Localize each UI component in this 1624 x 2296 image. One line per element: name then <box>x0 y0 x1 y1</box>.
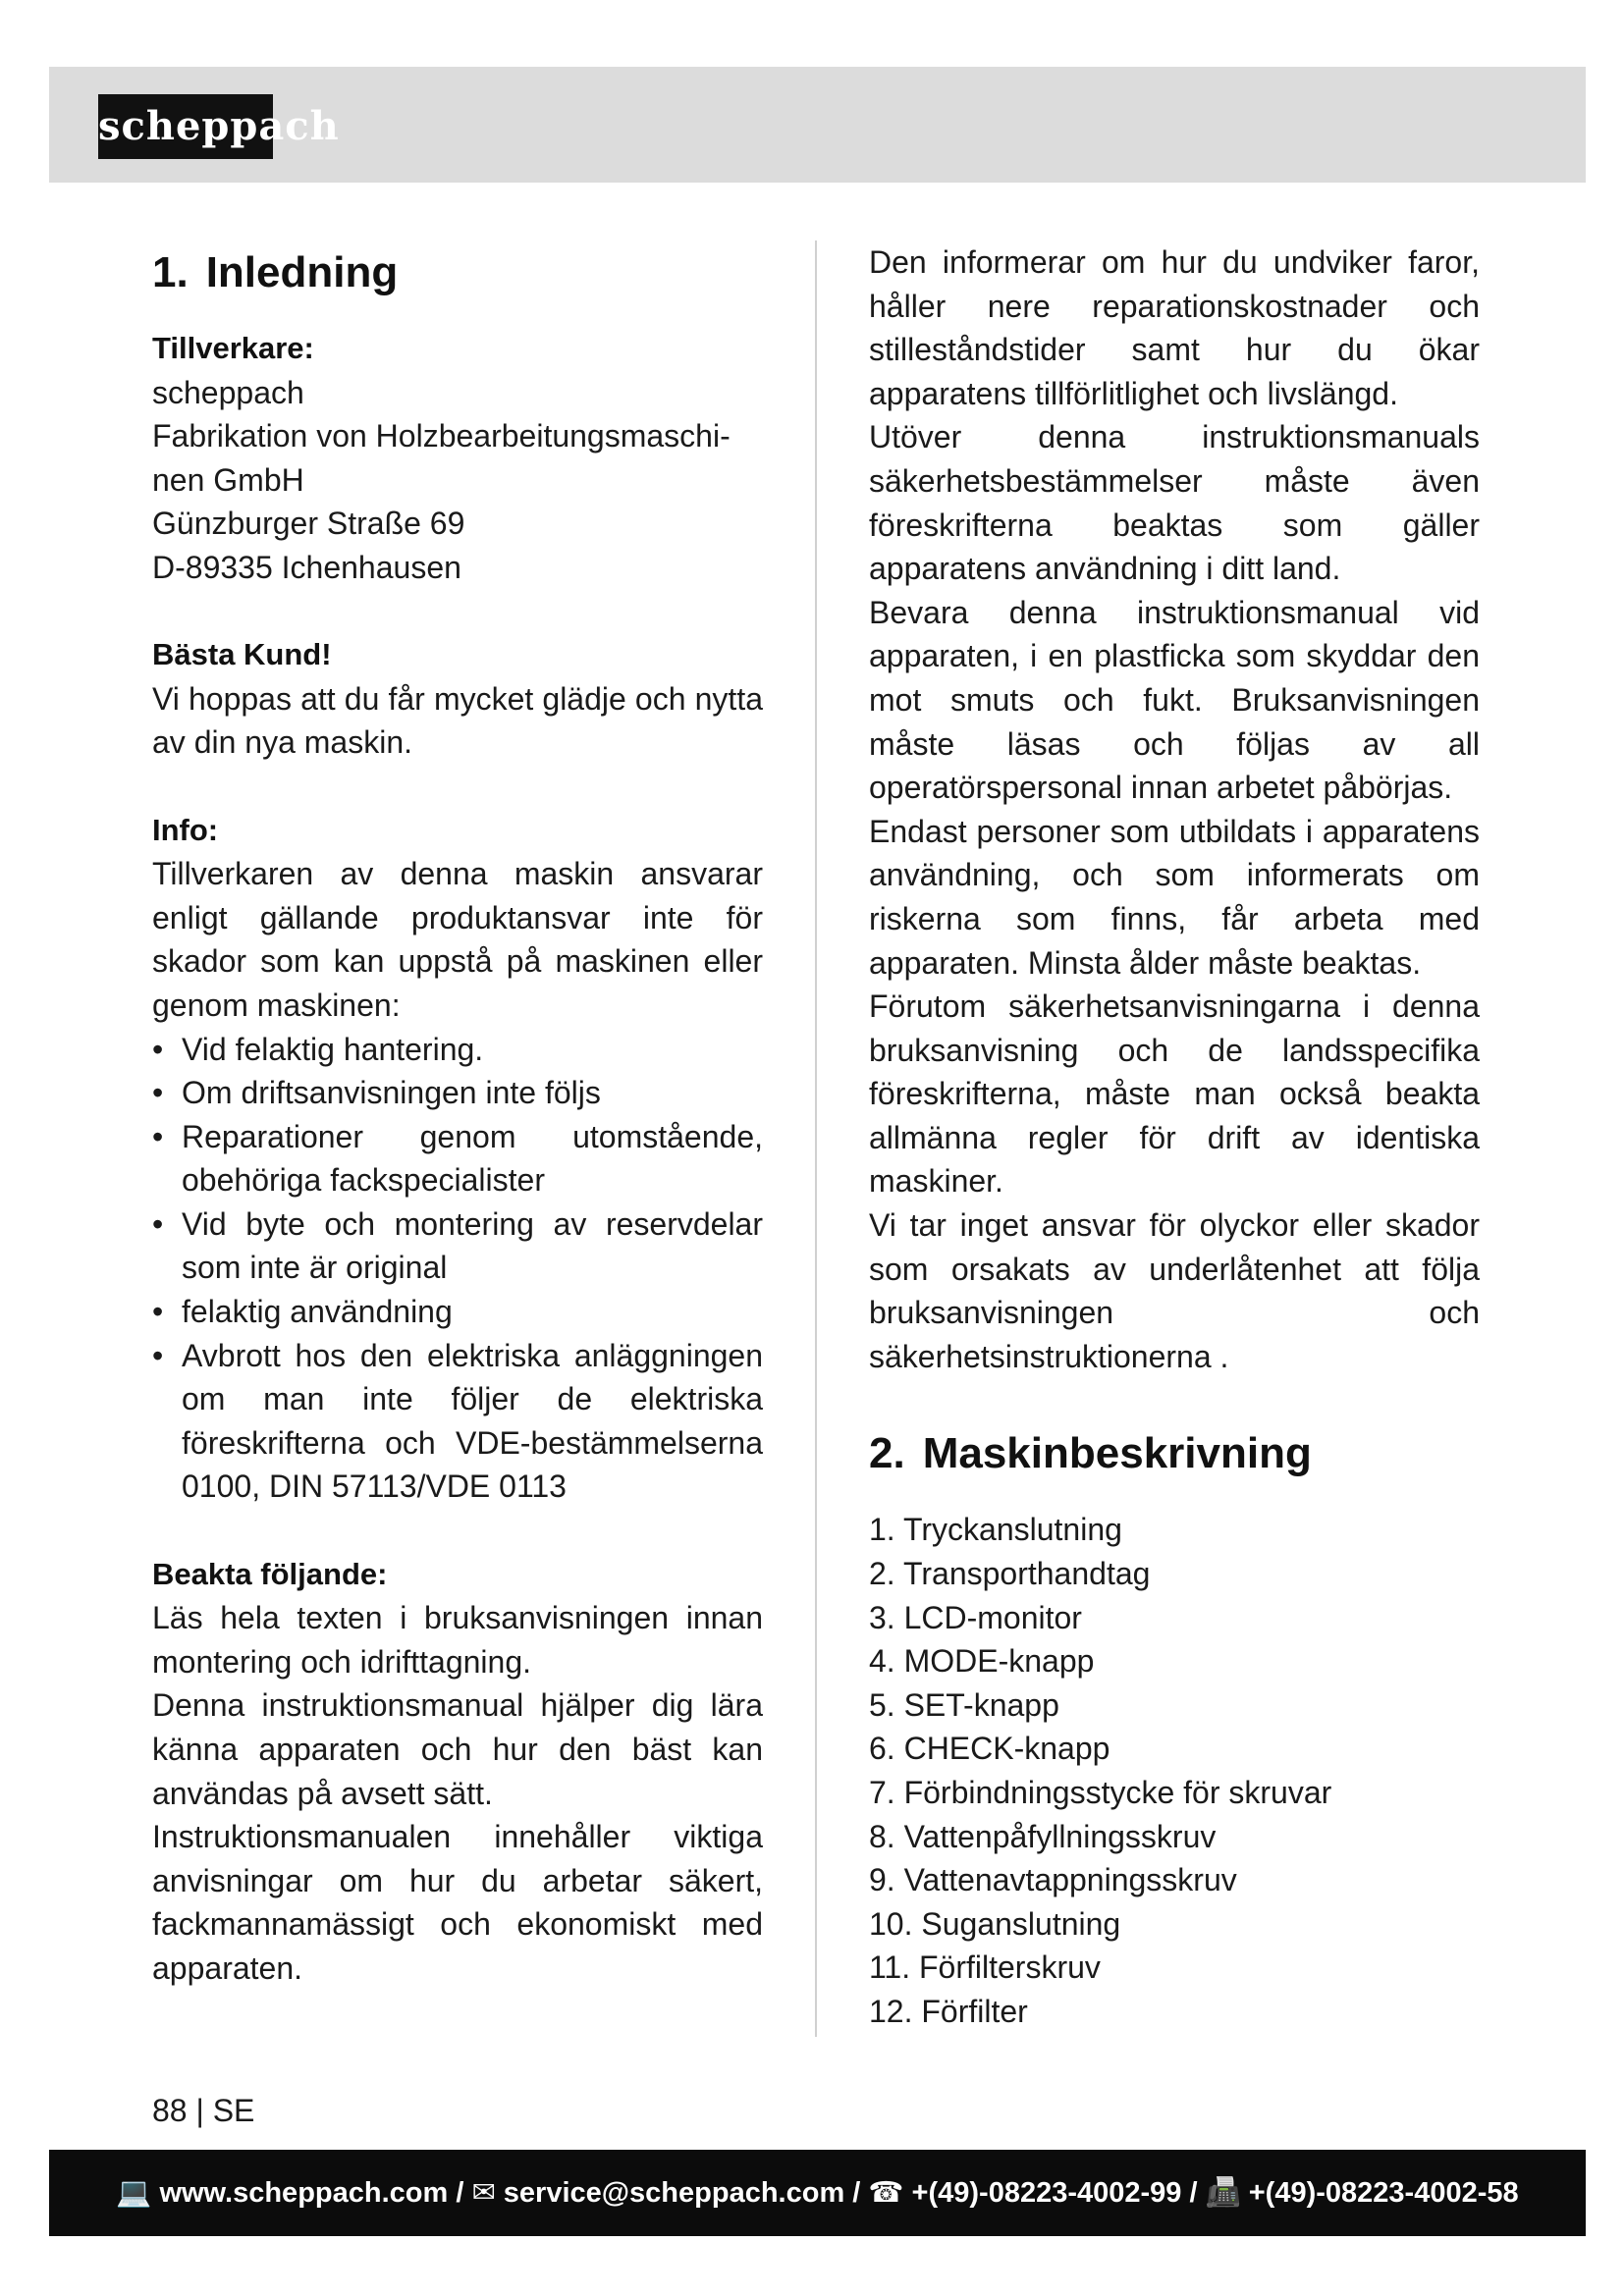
bullet-item: • felaktig användning <box>152 1290 763 1334</box>
body-paragraph: Förutom säkerhetsanvisningarna i denna bruksanvisning och de landsspecifika föreskrifterna, måste man också beakta allmänna regler för drift av identiska maskiner. <box>869 988 1480 1200</box>
list-item: 4. MODE-knapp <box>869 1643 1095 1680</box>
bullet-item: • Om driftsanvisningen inte följs <box>152 1071 763 1115</box>
manufacturer-label: Tillverkare: <box>152 331 314 365</box>
bullet-item: • Reparationer genom utomstående, obehöriga fackspecialister <box>152 1115 763 1202</box>
note-paragraph: Denna instruktionsmanual hjälper dig lära känna apparaten och hur den bäst kan användas på avsett sätt. <box>152 1687 763 1811</box>
footer-separator: / <box>1189 2177 1198 2209</box>
greeting-text: Vi hoppas att du får mycket glädje och nytta av din nya maskin. <box>152 680 763 761</box>
machine-parts-list <box>869 1508 1480 2033</box>
phone-number: +(49)-08223-4002-99 <box>911 2177 1182 2209</box>
header-band <box>49 67 1586 183</box>
section-1-title: Inledning <box>205 248 399 296</box>
info-text: Tillverkaren av denna maskin ansvarar enligt gällande produktansvar inte för skador som kan uppstå på maskinen eller genom maskinen: <box>152 856 763 1023</box>
page-language: SE <box>212 2093 255 2128</box>
list-item: 3. LCD-monitor <box>869 1599 1082 1635</box>
greeting-label: Bästa Kund! <box>152 637 332 672</box>
website-link[interactable]: www.scheppach.com <box>159 2177 449 2209</box>
manufacturer-line: scheppach <box>152 374 304 410</box>
contact-footer <box>49 2150 1586 2236</box>
email-link[interactable]: service@scheppach.com <box>503 2177 845 2209</box>
bullet-item: • Vid byte och montering av reservdelar som inte är original <box>152 1202 763 1290</box>
bullet-item: • Vid felaktig hantering. <box>152 1028 763 1072</box>
section-2-heading <box>869 1421 1480 1486</box>
note-paragraph: Läs hela texten i bruksanvisningen innan montering och idrifttagning. <box>152 1600 763 1680</box>
page-number-value: 88 <box>152 2093 188 2128</box>
section-2-title: Maskinbeskrivning <box>922 1429 1312 1478</box>
liability-bullet-list <box>152 1028 763 1510</box>
manufacturer-line: Fabrikation von Holzbearbeitungsmaschi- <box>152 418 731 454</box>
column-divider <box>815 240 817 2037</box>
right-column <box>869 240 1480 2034</box>
list-item: 7. Förbindningsstycke för skruvar <box>869 1775 1332 1810</box>
list-item: 1. Tryckanslutning <box>869 1512 1122 1548</box>
mail-icon: ✉ <box>471 2177 496 2209</box>
note-paragraph: Instruktionsmanualen innehåller viktiga anvisningar om hur du arbetar säkert, fackmannamässigt och ekonomiskt med apparaten. <box>152 1819 763 1986</box>
info-label: Info: <box>152 812 219 847</box>
fax-number: +(49)-08223-4002-58 <box>1248 2177 1519 2209</box>
bullet-item: • Avbrott hos den elektriska anläggningen om man inte följer de elektriska föreskrifterna och VDE-bestämmelserna 0100, DIN 57113/VDE 0113 <box>152 1334 763 1509</box>
page-number <box>152 2089 254 2132</box>
body-paragraph: Utöver denna instruktionsmanuals säkerhetsbestämmelser måste även föreskrifterna beaktas som gäller apparatens användning i ditt land. <box>869 419 1480 587</box>
body-paragraph: Endast personer som utbildats i apparatens användning, och som informerats om riskerna som finns, får arbeta med apparaten. Minsta ålder måste beaktas. <box>869 813 1480 981</box>
list-item: 6. CHECK-knapp <box>869 1731 1110 1767</box>
footer-separator: / <box>852 2177 861 2209</box>
manufacturer-line: Günzburger Straße 69 <box>152 506 465 542</box>
computer-icon: 💻 <box>116 2177 152 2209</box>
telephone-icon: ☎ <box>868 2177 904 2209</box>
note-label: Beakta följande: <box>152 1556 388 1591</box>
page-separator: | <box>195 2093 204 2128</box>
list-item: 9. Vattenavtappningsskruv <box>869 1862 1237 1898</box>
section-2-number: 2. <box>869 1429 905 1478</box>
brand-logo: scheppach <box>98 94 273 159</box>
list-item: 11. Förfilterskruv <box>869 1949 1101 1986</box>
manufacturer-line: nen GmbH <box>152 461 304 498</box>
fax-icon: 📠 <box>1205 2177 1241 2209</box>
list-item: 5. SET-knapp <box>869 1686 1059 1723</box>
body-paragraph: Bevara denna instruktionsmanual vid apparaten, i en plastficka som skyddar den mot smuts och fukt. Bruksanvisningen måste läsas och följas av all operatörspersonal innan arbetet påbörjas. <box>869 594 1480 806</box>
footer-separator: / <box>456 2177 464 2209</box>
list-item: 2. Transporthandtag <box>869 1556 1151 1592</box>
list-item: 8. Vattenpåfyllningsskruv <box>869 1818 1217 1854</box>
body-paragraph: Den informerar om hur du undviker faror, håller nere reparationskostnader och stilleståndstider samt hur du ökar apparatens tillförlitlighet och livslängd. <box>869 244 1480 411</box>
manufacturer-line: D-89335 Ichenhausen <box>152 549 461 585</box>
body-paragraph: Vi tar inget ansvar för olyckor eller skador som orsakats av underlåtenhet att följa bruksanvisningen och säkerhetsinstruktionerna . <box>869 1207 1480 1374</box>
section-1-number: 1. <box>152 248 189 296</box>
section-1-heading <box>152 240 763 305</box>
left-column <box>152 240 763 1991</box>
list-item: 10. Suganslutning <box>869 1905 1121 1942</box>
list-item: 12. Förfilter <box>869 1993 1028 2029</box>
